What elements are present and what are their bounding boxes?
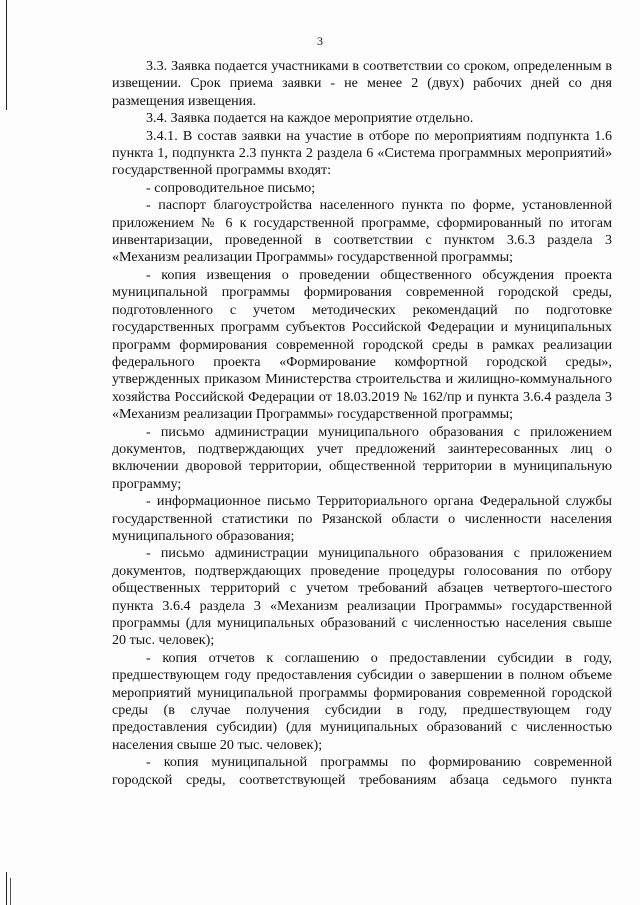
list-item-passport: - паспорт благоустройства населенного пункта по форме, установленной приложением № 6 к государственной программе, сформированный по итогам инвентаризации, проведенной в соответствии с пунктом 3.6.3 раздела 3 «Механизм реализации Программы» государственной программы; (112, 197, 612, 266)
list-item-statistics-letter: - информационное письмо Территориального органа Федеральной службы государственной статистики по Рязанской области о численности населения муниципального образования; (112, 493, 612, 544)
scan-edge-line (6, 872, 7, 905)
list-item-reports-copy: - копия отчетов к соглашению о предоставлении субсидии в году, предшествующем году предоставления субсидии о завершении в полном объеме мероприятий муниципальной программы формирования современной городской среды (в случае получения субсидии в году, предшествующем году предоставления субсидии) (для муниципальных образований с численностью населения свыше 20 тыс. человек); (112, 649, 612, 753)
scan-edge-line (10, 878, 11, 905)
list-item-admin-letter: - письмо администрации муниципального образования с приложением документов, подтверждающих учет предложений заинтересованных лиц о включении дворовой территории, общественной территории в муниципальную программу; (112, 423, 612, 492)
list-item-voting-letter: - письмо администрации муниципального образования с приложением документов, подтверждающих проведение процедуры голосования по отбору общественных территорий с учетом требований абзацев четвертого-шестого пункта 3.6.4 раздела 3 «Механизм реализации Программы» государственной программы (для муниципальных образований с численностью населения свыше 20 тыс. человек); (112, 545, 612, 649)
list-item-program-copy: - копия муниципальной программы по формированию современной городской среды, соответствующей требованиям абзаца седьмого пункта (112, 754, 612, 788)
paragraph-3-4: 3.4. Заявка подается на каждое мероприятие отдельно. (146, 110, 474, 127)
list-item-cover-letter: - сопроводительное письмо; (146, 179, 316, 196)
page-number: 3 (317, 34, 323, 48)
list-item-notice-copy: - копия извещения о проведении общественного обсуждения проекта муниципальной программы формирования современной городской среды, подготовленного с учетом методических рекомендаций по подготовке государственных программ субъектов Российской Федерации и муниципальных программ формирования современной городской среды в рамках реализации федерального проекта «Формирование комфортной городской среды», утвержденных приказом Министерства строительства и жилищно-коммунального хозяйства Российской Федерации от 18.03.2019 № 162/пр и пункта 3.6.4 раздела 3 «Механизм реализации Программы» государственной программы; (112, 266, 612, 423)
paragraph-3-4-1: 3.4.1. В состав заявки на участие в отборе по мероприятиям подпункта 1.6 пункта 1, подпункта 2.3 пункта 2 раздела 6 «Система программных мероприятий» государственной программы входят: (112, 127, 612, 179)
scan-edge-line (6, 0, 7, 110)
document-body (112, 58, 612, 789)
paragraph-3-3: 3.3. Заявка подается участниками в соответствии со сроком, определенным в извещении. Срок приема заявки - не менее 2 (двух) рабочих дней со дня размещения извещения. (112, 58, 612, 109)
